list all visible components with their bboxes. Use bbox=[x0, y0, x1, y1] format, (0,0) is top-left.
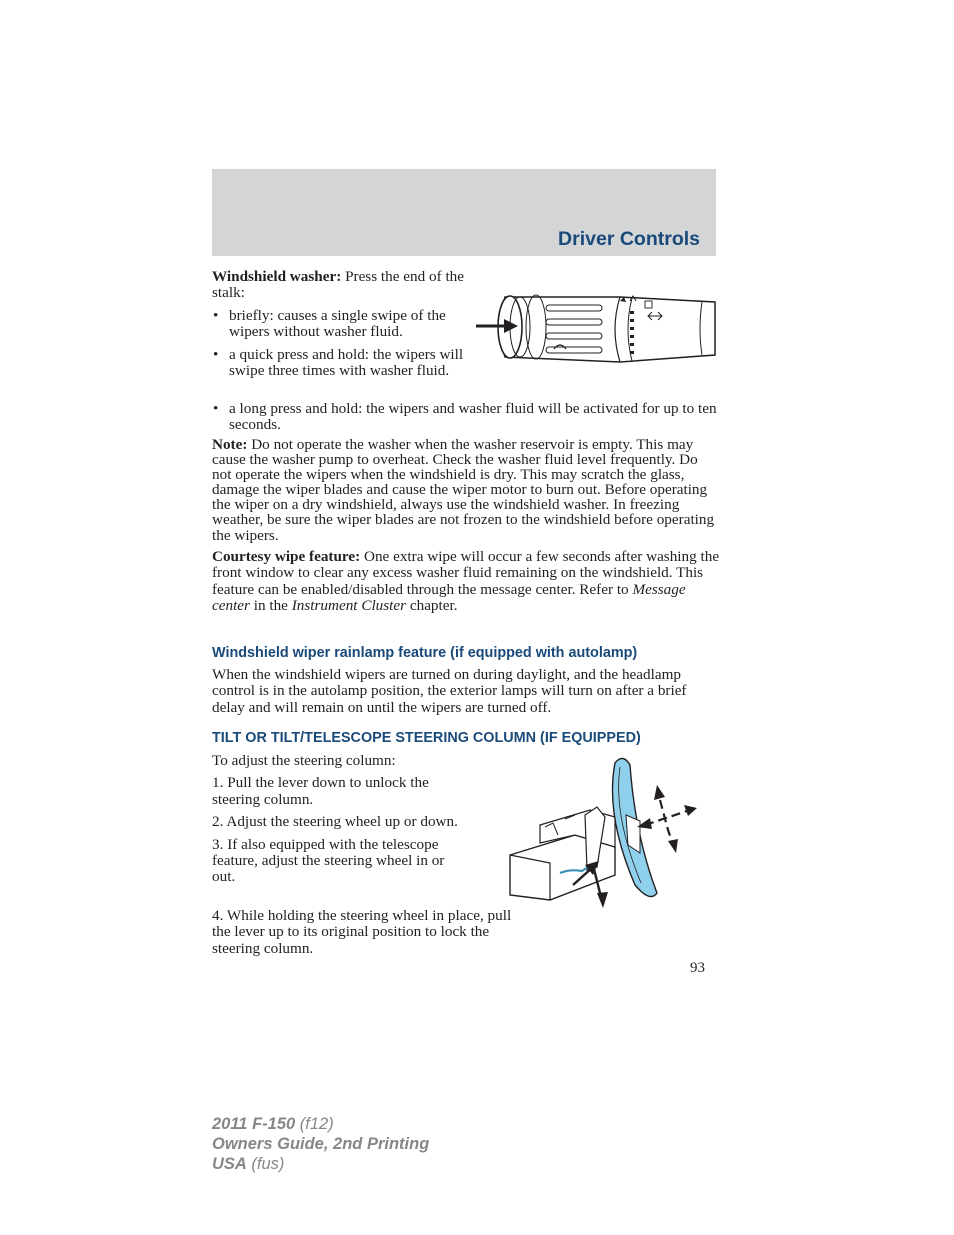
tilt-intro: To adjust the steering column: bbox=[212, 752, 396, 769]
steering-column-illustration bbox=[505, 755, 705, 910]
header-band bbox=[212, 169, 716, 256]
page-section-title: Driver Controls bbox=[558, 228, 700, 250]
tilt-section bbox=[212, 753, 462, 886]
tilt-step-3: 3. If also equipped with the telescope feature, adjust the steering wheel in or out. bbox=[212, 835, 445, 886]
footer-line-3: USA (fus) bbox=[212, 1155, 285, 1173]
washer-lead: Windshield washer: Press the end of the stalk: bbox=[212, 268, 465, 302]
tilt-step-4-block bbox=[212, 908, 532, 957]
tilt-step-2: 2. Adjust the steering wheel up or down. bbox=[212, 813, 458, 831]
tilt-step-1: 1. Pull the lever down to unlock the steering column. bbox=[212, 774, 429, 808]
note-text: Do not operate the washer when the washer reservoir is empty. This may cause the washer pump to overheat. Check the washer fluid level frequently. Do not operate the wipers when the windshield is dry. This may scratch the glass, damage the wiper blades and cause the wiper motor to burn out. Before operating the wiper on a dry windshield, always use the windshield washer. In freezing weather, be sure the wiper blades are not frozen to the windshield before operating the wipers. bbox=[212, 436, 715, 544]
footer-line-2: Owners Guide, 2nd Printing bbox=[212, 1135, 430, 1153]
washer-bullet-3: • a long press and hold: the wipers and washer fluid will be activated for up to ten seconds. bbox=[213, 400, 717, 434]
courtesy-label: Courtesy wipe feature: bbox=[212, 548, 361, 565]
footer-line-1: 2011 F-150 (f12) bbox=[212, 1115, 334, 1133]
rainlamp-paragraph: When the windshield wipers are turned on during daylight, and the headlamp control is in the autolamp position, the exterior lamps will turn on after a brief delay and will remain on until the wipers are turned off. bbox=[212, 666, 687, 716]
footer bbox=[212, 1114, 429, 1174]
tilt-step-4: 4. While holding the steering wheel in place, pull the lever up to its original position to lock the steering column. bbox=[212, 907, 512, 957]
washer-bullet-2: • a quick press and hold: the wipers will swipe three times with washer fluid. bbox=[213, 345, 464, 380]
note-paragraph bbox=[212, 437, 720, 543]
page-number: 93 bbox=[690, 960, 705, 976]
washer-section bbox=[212, 269, 468, 379]
tilt-heading: TILT OR TILT/TELESCOPE STEERING COLUMN (IF EQUIPPED) bbox=[212, 730, 641, 746]
note-label: Note: bbox=[212, 436, 248, 453]
washer-bullet-3-block bbox=[212, 401, 722, 434]
washer-bullet-1: • briefly: causes a single swipe of the wipers without washer fluid. bbox=[213, 306, 446, 341]
courtesy-paragraph: Courtesy wipe feature: One extra wipe will occur a few seconds after washing the front window to clear any excess washer fluid remaining on the windshield. This feature can be enabled/disabled through the message center. Refer to Message center in the Instrument Cluster chapter. bbox=[212, 548, 720, 615]
rainlamp-heading: Windshield wiper rainlamp feature (if equipped with autolamp) bbox=[212, 645, 638, 661]
wiper-stalk-illustration bbox=[470, 285, 720, 375]
